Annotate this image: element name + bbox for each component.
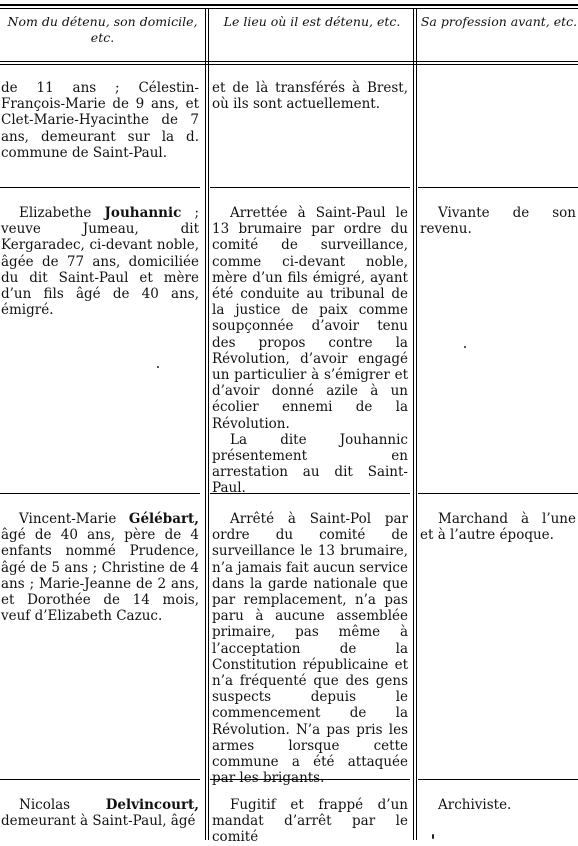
row-1-detention-text: et de là transférés à Brest, où ils sont actuellement. [212, 80, 408, 113]
row-1-name-text: de 11 ans ; Célestin-François-Marie de 9 ans, et Clet-Marie-Hyacinthe de 7 ans, demeurant sur la d. commune de Saint-Paul. [1, 80, 199, 161]
row-4-details: demeurant à Saint-Paul, âgé [1, 813, 196, 830]
column-divider-3 [413, 8, 414, 840]
row-separator [0, 493, 200, 494]
row-1-name-cell [1, 80, 199, 161]
row-3-profession-cell [420, 511, 576, 543]
header-top-rule [0, 8, 578, 9]
row-2-name-text [1, 205, 199, 318]
row-2-detention-cell [212, 205, 408, 497]
row-3-details: âgé de 40 ans, père de 4 enfants nommé Prudence, âgé de 5 ans ; Christine de 4 ans ; Marie-Jeanne de 2 ans, et Dorothée de 14 mois, veuf d’Elizabeth Cazuc. [1, 527, 199, 625]
row-separator [0, 779, 200, 780]
row-4-first-name: Nicolas [19, 797, 71, 813]
header-name-column: Nom du détenu, son domicile, etc. [7, 14, 198, 45]
row-separator [418, 493, 578, 494]
row-1-detention-cell [212, 80, 408, 112]
top-rule [0, 4, 578, 6]
row-2-profession-text: Vivante de son revenu. [420, 205, 576, 238]
column-divider-1 [205, 8, 206, 840]
row-2-profession-cell [420, 205, 576, 237]
column-divider-2 [208, 8, 209, 840]
row-2-surname: Jouhannic [104, 205, 182, 221]
row-3-name-cell [1, 511, 199, 624]
row-4-name-text [1, 797, 199, 829]
row-4-profession-text: Archiviste. [438, 797, 512, 813]
row-separator [418, 187, 578, 188]
row-3-name-text [1, 511, 199, 624]
row-3-detention-cell [212, 511, 408, 786]
row-2-detention-note: La dite Jouhannic présentement en arrestation au dit Saint-Paul. [212, 431, 408, 497]
row-4-detention-text: Fugitif et frappé d’un mandat d’arrêt par le comité [212, 797, 408, 846]
row-2-first-name: Elizabethe [19, 205, 92, 221]
row-4-name-cell [1, 797, 199, 829]
header-bottom-rule [0, 61, 578, 62]
row-2-name-cell [1, 205, 199, 318]
row-4-profession-cell [420, 797, 576, 813]
row-2-detention-text: Arrettée à Saint-Paul le 13 brumaire par ordre du comité de surveillance, comme ci-devant noble, mère d’un fils émigré, ayant été conduite au tribunal de la justice de paix comme soupçonnée d’avoir tenu des propos contre la Révolution, d’avoir engagé un particulier à s’émigrer et d’avoir donné azile à un écolier ennemi de la Révolution. [212, 205, 408, 432]
scan-speck [464, 346, 466, 348]
column-divider-4 [416, 8, 417, 840]
row-separator [418, 779, 578, 780]
row-separator [210, 187, 410, 188]
row-separator [0, 187, 200, 188]
row-separator [210, 779, 410, 780]
row-separator [210, 493, 410, 494]
row-3-detention-text: Arrêté à Saint-Pol par ordre du comité de surveillance le 13 brumaire, n’a jamais fait aucun service dans la garde nationale que par remplacement, n’a pas paru à aucune assemblée primaire, pas même à l’acceptation de la Constitution républicaine et n’a fréquenté que des gens suspects depuis le commencement de la Révolution. N’a pas pris les armes lorsque cette commune a été attaquée par les brigants. [212, 511, 408, 787]
scan-speck [432, 834, 434, 839]
row-3-surname: Gélébart, [128, 511, 199, 527]
row-3-profession-text: Marchand à l’une et à l’autre époque. [420, 511, 576, 544]
header-location-column: Le lieu où il est détenu, etc. [223, 14, 401, 29]
row-4-surname: Delvincourt, [105, 797, 199, 813]
header-profession-column: Sa profession avant, etc. [420, 14, 578, 29]
row-3-first-name: Vincent-Marie [19, 511, 117, 527]
row-4-detention-cell [212, 797, 408, 846]
header-bottom-rule-2 [0, 64, 578, 65]
row-2-details: ; veuve Jumeau, dit Kergaradec, ci-devant noble, âgée de 77 ans, domiciliée du dit Saint-Paul et mère d’un fils âgé de 40 ans, émigré. [1, 205, 199, 319]
scan-speck [157, 366, 159, 368]
